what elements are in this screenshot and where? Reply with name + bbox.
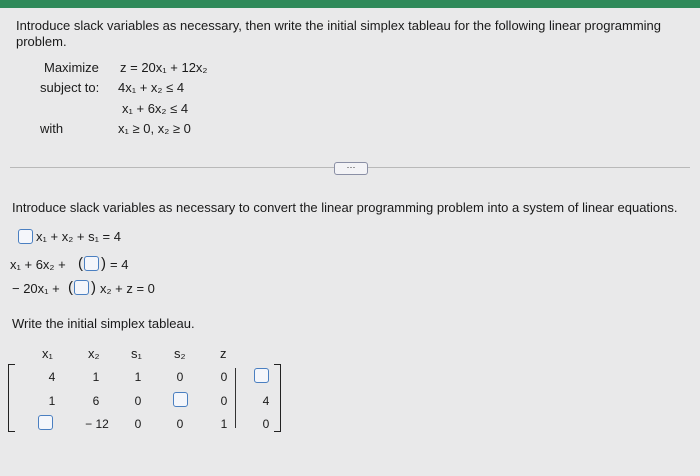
with-label: with — [40, 121, 64, 136]
tableau-instruction: Write the initial simplex tableau. — [12, 316, 195, 331]
maximize-label: Maximize — [44, 60, 99, 75]
tableau-cell: 0 — [134, 394, 142, 408]
column-header-s1: s₁ — [131, 346, 142, 361]
constraint-2: x₁ + 6x₂ ≤ 4 — [122, 101, 189, 116]
problem-instruction: Introduce slack variables as necessary, then write the initial simplex tableau for the following linear programming problem. — [16, 18, 662, 49]
tableau-cell: 1 — [48, 394, 56, 408]
tableau-cell: 1 — [92, 370, 100, 384]
equation-2-right: = 4 — [110, 257, 129, 272]
augment-divider — [235, 368, 236, 428]
tableau-cell: 0 — [262, 417, 270, 431]
tableau-cell: 1 — [134, 370, 142, 384]
answer-input-box[interactable] — [38, 415, 53, 430]
tableau-cell: 0 — [220, 394, 228, 408]
tableau-cell: 6 — [92, 394, 100, 408]
close-paren: ) — [91, 279, 96, 296]
column-header-x1: x₁ — [42, 346, 53, 361]
answer-input-box[interactable] — [173, 392, 188, 407]
column-header-s2: s₂ — [174, 346, 186, 361]
subject-to-label: subject to: — [40, 80, 100, 95]
equation-3-left: − 20x₁ + — [12, 281, 60, 296]
nonnegativity-constraints: x₁ ≥ 0, x₂ ≥ 0 — [118, 121, 191, 136]
slack-instruction: Introduce slack variables as necessary to convert the linear programming problem into a system of linear equations. — [12, 200, 678, 215]
objective-function: z = 20x₁ + 12x₂ — [120, 60, 208, 75]
column-header-z: z — [220, 346, 227, 361]
column-header-x2: x₂ — [88, 346, 100, 361]
answer-input-box[interactable] — [18, 229, 33, 244]
tableau-cell: 0 — [176, 370, 184, 384]
tableau-cell: 4 — [48, 370, 56, 384]
open-paren: ( — [78, 255, 83, 272]
answer-input-box[interactable] — [84, 256, 99, 271]
expand-more-button[interactable]: ⋯ — [334, 162, 368, 175]
tableau-cell: 4 — [262, 394, 270, 408]
top-bar — [0, 0, 700, 8]
left-bracket — [8, 364, 15, 432]
answer-input-box[interactable] — [254, 368, 269, 383]
tableau-cell: 0 — [176, 417, 184, 431]
tableau-cell: 0 — [220, 370, 228, 384]
constraint-1: 4x₁ + x₂ ≤ 4 — [118, 80, 185, 95]
answer-input-box[interactable] — [74, 280, 89, 295]
equation-2-left: x₁ + 6x₂ + — [10, 257, 66, 272]
tableau-cell: − 12 — [85, 417, 109, 431]
open-paren: ( — [68, 279, 73, 296]
equation-3-right: x₂ + z = 0 — [100, 281, 155, 296]
tableau-cell: 1 — [220, 417, 228, 431]
equation-1-text: x₁ + x₂ + s₁ = 4 — [36, 229, 121, 244]
tableau-cell: 0 — [134, 417, 142, 431]
close-paren: ) — [101, 255, 106, 272]
